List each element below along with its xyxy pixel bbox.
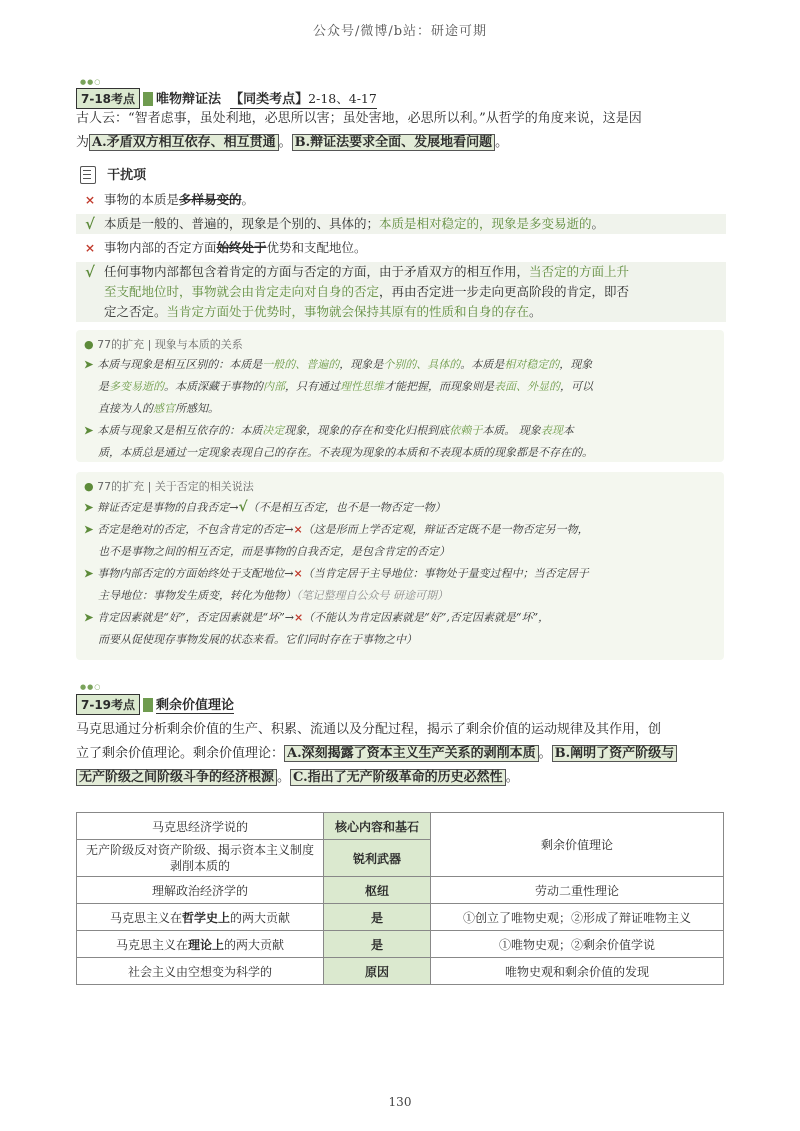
table-cell: ①唯物史观；②剩余价值学说 [431, 931, 724, 958]
answer-a: A.深刻揭露了资本主义生产关系的剥削本质 [284, 745, 539, 762]
text-line: 立了剩余价值理论。剩余价值理论： A.深刻揭露了资本主义生产关系的剥削本质 。 B.阐明了资产阶级与 [76, 742, 726, 766]
section-7-19-heading [76, 694, 234, 715]
table-cell: 劳动二重性理论 [431, 877, 724, 904]
table-row [77, 904, 724, 931]
extension-line: 质，本质总是通过一定现象表现自己的存在。不表现为现象的本质和不表现本质的现象都是不存在的。 [98, 446, 593, 459]
extension-line: ➤ 本质与现象又是相互依存的：本质决定现象，现象的存在和变化归根到底依赖于本质。 现象表现本 [84, 424, 574, 437]
extension-line: 直接为人的感官所感知。 [98, 402, 219, 415]
distractor-correct-text: 当肯定方面处于优势时，事物就会保持其原有的性质和自身的存在 [166, 304, 530, 319]
distractor-item [76, 190, 726, 210]
cross-icon: × [84, 240, 96, 255]
table-cell: 马克思主义在哲学史上的两大贡献 [77, 904, 324, 931]
distractor-text: 任何事物内部都包含着肯定的方面与否定的方面，由于矛盾双方的相互作用， [104, 264, 530, 279]
section-tag: 7-18考点 [76, 88, 140, 109]
extension-title: ● 77的扩充 | 关于否定的相关说法 [84, 480, 254, 493]
distractor-text-end: 。 [529, 304, 542, 319]
pin-icon: ● [84, 338, 94, 351]
table-cell: 唯物史观和剩余价值的发现 [431, 958, 724, 985]
answer-a: A.矛盾双方相互依存、相互贯通 [89, 134, 279, 151]
same-topic-refs: 2-18、4-17 [308, 91, 377, 106]
distractor-text: 本质是一般的、普遍的，现象是个别的、具体的； [104, 216, 380, 231]
table-cell-key: 核心内容和基石 [324, 813, 431, 840]
distractor-item [76, 262, 726, 322]
distractor-heading [80, 164, 146, 184]
cross-icon: × [293, 567, 303, 580]
table-cell: ①创立了唯物史观；②形成了辩证唯物主义 [431, 904, 724, 931]
extension-line: 主导地位：事物发生质变，转化为他物）（笔记整理自公众号 研途可期） [98, 589, 448, 602]
answer-end: 。 [495, 135, 509, 150]
page-header: 公众号/微博/b站：研途可期 [312, 24, 488, 39]
table-cell-key: 原因 [324, 958, 431, 985]
section-7-18-heading [76, 88, 736, 109]
text-line: 马克思通过分析剩余价值的生产、积累、流通以及分配过程，揭示了剩余价值的运动规律及其作用，创 [76, 722, 662, 737]
document-icon [80, 166, 96, 184]
extension-box-phenomenon-essence [76, 330, 724, 462]
distractor-error-text: 多样易变的 [179, 192, 242, 207]
page-number: 130 [388, 1095, 412, 1109]
decor-dots: ●●○ [80, 683, 102, 691]
extension-line: 是多变易逝的。本质深藏于事物的内部，只有通过理性思维才能把握，而现象则是表面、外显的，可以 [98, 380, 593, 393]
table-row [77, 931, 724, 958]
check-icon: √ [85, 215, 95, 233]
extension-line: 也不是事物之间的相互否定，而是事物的自我否定，是包含肯定的否定） [98, 545, 450, 558]
extension-box-negation [76, 472, 724, 660]
distractor-text-end: 。 [241, 192, 255, 207]
table-row [77, 958, 724, 985]
distractor-text: 事物内部的否定方面 [104, 240, 217, 255]
distractor-text: ，再由否定进一步走向更高阶段的肯定，即否 [379, 284, 630, 299]
answer-b: B.阐明了资产阶级与 [552, 745, 678, 762]
distractor-correct-text: 至支配地位时，事物就会由肯定走向对自身的否定 [104, 284, 380, 299]
distractor-title: 干扰项 [107, 168, 147, 183]
section-tag: 7-19考点 [76, 694, 140, 715]
distractor-text-end: 。 [591, 216, 605, 231]
distractor-correct-text: 本质是相对稳定的，现象是多变易逝的 [379, 216, 592, 231]
text-line: 无产阶级之间阶级斗争的经济根源 。 C.指出了无产阶级革命的历史必然性 。 [76, 766, 726, 790]
distractor-list [76, 190, 726, 322]
section-topic: 剩余价值理论 [156, 698, 235, 713]
leaf-icon [143, 92, 153, 106]
cross-icon: × [84, 192, 96, 207]
check-icon: √ [238, 499, 248, 515]
distractor-correct-text: 当否定的方面上升 [529, 264, 630, 279]
extension-line: ➤ 本质与现象是相互区别的：本质是一般的、普遍的，现象是个别的、具体的。本质是相对稳定的，现象 [84, 358, 593, 371]
table-cell: 无产阶级反对资产阶级、揭示资本主义制度剥削本质的 [77, 840, 324, 877]
table-cell-key: 是 [324, 931, 431, 958]
distractor-text: 定之否定。 [104, 304, 167, 319]
table-row [77, 877, 724, 904]
cross-icon: × [293, 611, 304, 624]
answer-b: B.辩证法要求全面、发展地看问题 [292, 134, 496, 151]
table-cell: 社会主义由空想变为科学的 [77, 958, 324, 985]
distractor-error-text: 始终处于 [216, 240, 267, 255]
extension-line: 而要从促使现存事物发展的状态来看。它们同时存在于事物之中） [98, 633, 417, 646]
extension-title: ● 77的扩充 | 现象与本质的关系 [84, 338, 243, 351]
distractor-item [76, 214, 726, 234]
cross-icon: × [293, 523, 303, 536]
table-cell-key: 锐利武器 [324, 840, 431, 877]
question-text [76, 108, 726, 153]
table-cell: 理解政治经济学的 [77, 877, 324, 904]
question-line-1: 古人云：“智者虑事，虽处利地，必思所以害；虽处害地，必思所以利。”从哲学的角度来说，这是因 [76, 111, 642, 126]
extension-title-prefix: 77的扩充 [97, 338, 145, 351]
table-row [77, 813, 724, 840]
pin-icon: ● [84, 480, 94, 493]
same-topic-label: 【同类考点】 [230, 92, 309, 107]
answer-sep: 。 [278, 135, 292, 150]
table-cell: 马克思经济学说的 [77, 813, 324, 840]
table-cell-key: 枢纽 [324, 877, 431, 904]
distractor-text: 事物的本质是 [104, 192, 180, 207]
check-icon: √ [85, 263, 95, 281]
extension-line: ➤ 辩证否定是事物的自我否定→√（不是相互否定，也不是一物否定一物） [84, 499, 446, 515]
surplus-value-text [76, 718, 726, 790]
extension-title-text: 关于否定的相关说法 [154, 480, 254, 493]
answer-c: C.指出了无产阶级革命的历史必然性 [290, 769, 506, 786]
section-topic: 唯物辩证法 [156, 92, 222, 107]
extension-title-prefix: 77的扩充 [97, 480, 145, 493]
extension-line: ➤ 否定是绝对的否定，不包含肯定的否定→×（这是形而上学否定观，辩证否定既不是一物否定另一物， [84, 523, 589, 536]
distractor-item [76, 238, 726, 258]
answer-b-cont: 无产阶级之间阶级斗争的经济根源 [76, 769, 277, 786]
answer-prefix: 为 [76, 135, 90, 150]
extension-line: ➤ 肯定因素就是“好”，否定因素就是“坏”→×（不能认为肯定因素就是“好”,否定因素就是“坏”， [84, 611, 550, 624]
decor-dots: ●●○ [80, 78, 102, 86]
question-line-2 [76, 132, 726, 153]
table-cell: 剩余价值理论 [431, 813, 724, 877]
marx-theory-table [76, 812, 724, 985]
table-cell-key: 是 [324, 904, 431, 931]
table-cell: 马克思主义在理论上的两大贡献 [77, 931, 324, 958]
leaf-icon [143, 698, 153, 712]
extension-line: ➤ 事物内部否定的方面始终处于支配地位→×（当肯定居于主导地位：事物处于量变过程中；当否定居于 [84, 567, 589, 580]
source-note: （笔记整理自公众号 研途可期） [296, 589, 448, 602]
extension-title-text: 现象与本质的关系 [154, 338, 243, 351]
distractor-text-end: 优势和支配地位。 [266, 240, 367, 255]
